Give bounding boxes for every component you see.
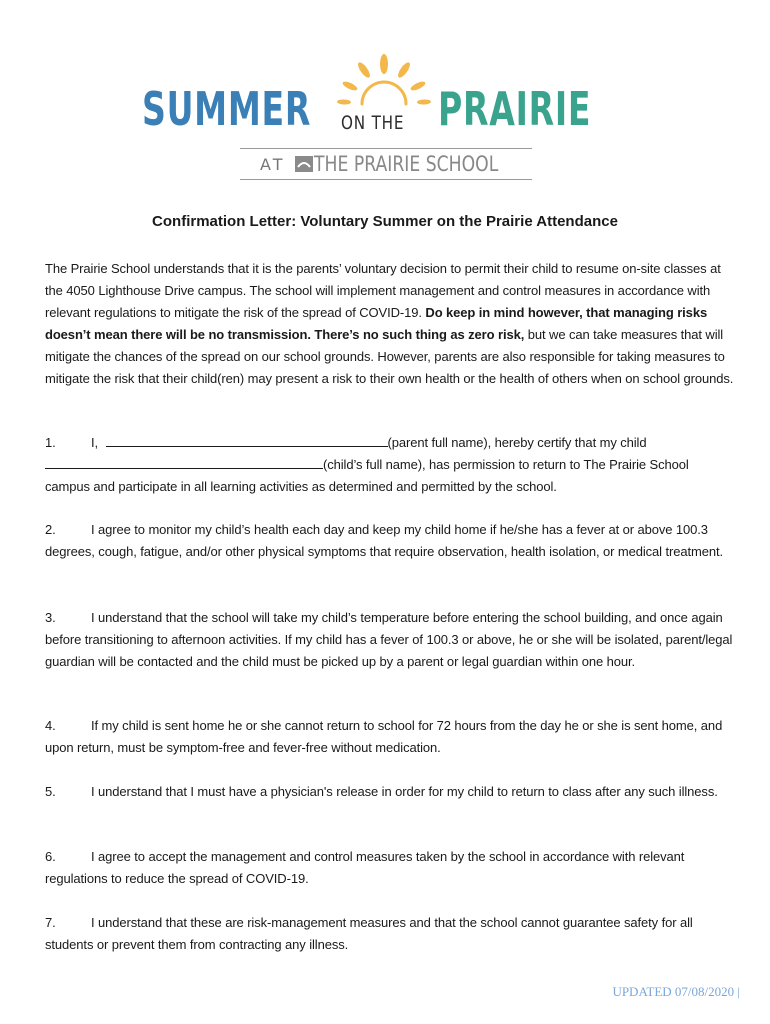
item-number: 2. [45,522,56,537]
item-text: (parent full name), hereby certify that my child [387,435,647,450]
logo-divider [240,179,532,180]
item-text: (child’s full name), has permission to return to The Prairie School campus and participate in all learning activities as determined and permitted by the school. [45,457,689,494]
list-item [45,912,735,956]
item-text: I agree to monitor my child’s health each day and keep my child home if he/she has a fever at or above 100.3 degrees, cough, fatigue, and/or other physical symptoms that require observation, health isolation, or medical treatment. [45,522,723,559]
item-text: I understand that these are risk-management measures and that the school cannot guarantee safety for all students or prevent them from contracting any illness. [45,915,693,952]
logo-word-prairie: PRAIRIE [438,82,592,136]
list-item [45,432,735,498]
page-title: Confirmation Letter: Voluntary Summer on the Prairie Attendance [152,213,618,230]
item-text: I agree to accept the management and control measures taken by the school in accordance with relevant regulations to reduce the spread of COVID-19. [45,849,685,886]
item-text: I understand that I must have a physician's release in order for my child to return to class after any such illness. [91,784,718,799]
list-item [45,781,735,803]
summer-on-the-prairie-logo [138,52,638,184]
sun-icon [336,52,432,112]
child-name-field[interactable] [45,454,323,469]
item-number: 7. [45,915,56,930]
intro-paragraph [45,258,735,390]
updated-footer: UPDATED 07/08/2020 | [612,984,740,999]
item-text: I understand that the school will take my child’s temperature before entering the school building, and once again before transitioning to afternoon activities. If my child has a fever of 100.3 or above, he or she will be isolated, parent/legal guardian will be contacted and the child must be picked up by a parent or legal guardian within one hour. [45,610,733,669]
intro-text: The Prairie School understands that it is the parents’ voluntary decision to permit their child to resume on-site classes at the 4050 Lighthouse Drive campus. The school will implement management and control measures in accordance with relevant regulations to mitigate the risk of the spread of COVID-19. [45,261,721,320]
logo-divider [240,148,532,149]
item-number: 3. [45,610,56,625]
item-number: 4. [45,718,56,733]
logo-word-on-the: ON THE [341,112,405,134]
parent-name-field[interactable] [106,432,388,447]
intro-bold-text: Do keep in mind however, that managing risks doesn’t mean there will be no transmission. There’s no such thing as zero risk, [45,305,708,342]
item-text: I, [91,435,102,450]
logo-word-summer: SUMMER [142,82,312,136]
item-number: 5. [45,784,56,799]
logo-school-name: THE PRAIRIE SCHOOL [314,152,499,176]
list-item [45,846,735,890]
item-text: If my child is sent home he or she cannot return to school for 72 hours from the day he or she is sent home, and upon return, must be symptom-free and fever-free without medication. [45,718,723,755]
school-mark-icon [295,156,313,172]
list-item [45,519,735,563]
intro-text: but we can take measures that will mitigate the chances of the spread on our school grounds. However, parents are also responsible for taking measures to mitigate the risk that their child(ren) may present a risk to their own health or the health of others when on school grounds. [45,327,734,386]
item-number: 1. [45,435,56,450]
list-item [45,715,735,759]
logo-at: AT [260,155,286,174]
item-number: 6. [45,849,56,864]
list-item [45,607,735,673]
